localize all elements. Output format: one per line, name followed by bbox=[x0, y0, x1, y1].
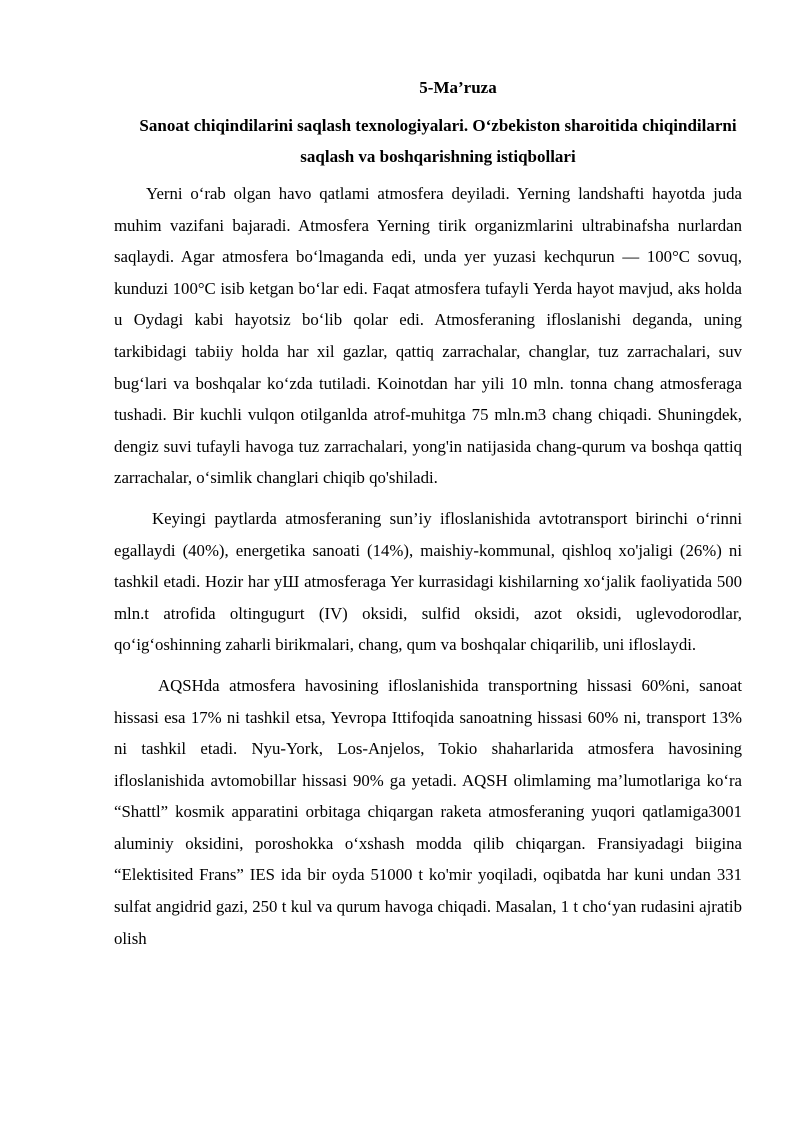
page-title: Sanoat chiqindilarini saqlash texnologiyalari. O‘zbekiston sharoitida chiqindilarni saqlash va boshqarishning istiqbollari bbox=[139, 116, 737, 166]
paragraph-1: Yerni o‘rab olgan havo qatlami atmosfera deyiladi. Yerning landshafti hayotda juda muhim vazifani bajaradi. Atmosfera Yerning tirik organizmlarini ultrabinafsha nurlardan saqlaydi. Agar atmosfera bo‘lmaganda edi, unda yer yuzasi kechqurun — 100°C sovuq, kunduzi 100°C isib ketgan bo‘lar edi. Faqat atmosfera tufayli Yerda hayot mavjud, aks holda u Oydagi kabi hayotsiz bo‘lib qolar edi. Atmosferaning ifloslanishi deganda, uning tarkibidagi tabiiy holda har xil gazlar, qattiq zarrachalar, changlar, tuz zarrachalari, suv bug‘lari va boshqalar ko‘zda tutiladi. Koinotdan har yili 10 mln. tonna chang atmosferaga tushadi. Bir kuchli vulqon otilganlda atrof-muhitga 75 mln.m3 chang chiqadi. Shuningdek, dengiz suvi tufayli havoga tuz zarrachalari, yong'in natijasida chang-qurum va boshqa qattiq zarrachalar, o‘simlik changlari chiqib qo'shiladi. bbox=[114, 184, 742, 488]
paragraph-2: Keyingi paytlarda atmosferaning sun’iy ifloslanishida avtotransport birinchi o‘rinni egallaydi (40%), energetika sanoati (14%), maishiy-kommunal, qishloq xo'jaligi (26%) ni tashkil etadi. Hozir har уШ atmosferaga Yer kurrasidagi kishilarning xo‘jalik faoliyatida 500 mln.t atrofida oltingugurt (IV) oksidi, sulfid oksidi, azot oksidi, uglevodorodlar, qo‘ig‘oshinning zaharli birikmalari, chang, qum va boshqalar chiqarilib, uni ifloslaydi. bbox=[114, 508, 742, 655]
lecture-number: 5-Ma’ruza bbox=[419, 78, 497, 97]
paragraph-3: AQSHda atmosfera havosining ifloslanishida transportning hissasi 60%ni, sanoat hissasi esa 17% ni tashkil etsa, Yevropa Ittifoqida sanoatning hissasi 60% ni, transport 13% ni tashkil etadi. Nyu-York, Los-Anjelos, Tokio shaharlarida atmosfera havosining ifloslanishida avtomobillar hissasi 90% ga yetadi. AQSH olimlaming ma’lumotlariga ko‘ra “Shattl” kosmik apparatini orbitaga chiqargan raketa atmosferaning yuqori qatlamiga3001 aluminiy oksidini, poroshokka o‘xshash modda qilib chiqargan. Fransiyadagi biigina “Elektisited Frans” IES ida bir oyda 51000 t ko'mir yoqiladi, oqibatda har kuni undan 331 sulfat angidrid gazi, 250 t kul va qurum havoga chiqadi. Masalan, 1 t cho‘yan rudasini ajratib olish bbox=[114, 675, 742, 948]
document-page bbox=[114, 74, 742, 963]
